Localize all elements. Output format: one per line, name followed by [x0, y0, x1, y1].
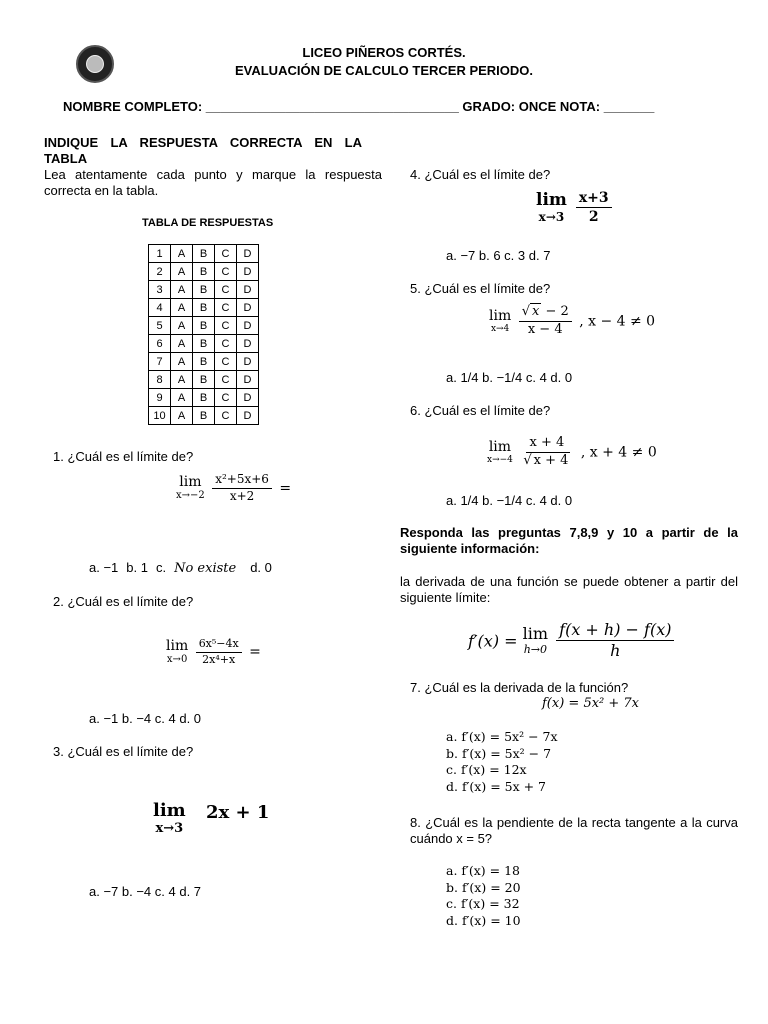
q7-option-c: c. f′(x) = 12x: [446, 762, 527, 777]
answer-option-cell: D: [237, 353, 259, 371]
q7-option-d: d. f′(x) = 5x + 7: [446, 778, 547, 794]
q1-options: a. −1 b. 1 c. No existe d. 0: [89, 560, 272, 576]
answer-row: [149, 263, 259, 281]
answer-option-cell: B: [193, 371, 215, 389]
answer-option-cell: B: [193, 299, 215, 317]
answer-option-cell: B: [193, 407, 215, 425]
answer-row-number: 4: [149, 299, 171, 317]
derivative-definition-formula: f′(x) = lim h→0 $\frac{f(x + h) - f(x)}{h}$: [468, 621, 677, 661]
q2-options: a. −1 b. −4 c. 4 d. 0: [89, 711, 202, 726]
answer-option-cell: D: [237, 389, 259, 407]
q1-prompt: 1. ¿Cuál es el límite de?: [53, 449, 194, 464]
q6-prompt: 6. ¿Cuál es el límite de?: [410, 403, 551, 418]
answer-row: [149, 371, 259, 389]
answer-option-cell: A: [171, 407, 193, 425]
answer-row: [149, 281, 259, 299]
answer-option-cell: A: [171, 245, 193, 263]
answer-option-cell: A: [171, 335, 193, 353]
answer-option-cell: B: [193, 317, 215, 335]
q6-formula: lim x→−4 $\frac{x + 4}{√ x + 4}$ , x + 4 ≠ 0: [487, 435, 657, 468]
q3-options: a. −7 b. −4 c. 4 d. 7: [89, 884, 202, 899]
answer-option-cell: A: [171, 371, 193, 389]
answer-option-cell: D: [237, 371, 259, 389]
answer-option-cell: C: [215, 407, 237, 425]
answer-row-number: 2: [149, 263, 171, 281]
q8-options: [446, 863, 521, 929]
answer-option-cell: C: [215, 371, 237, 389]
answer-option-cell: A: [171, 281, 193, 299]
answer-option-cell: C: [215, 245, 237, 263]
answer-row: [149, 389, 259, 407]
answer-option-cell: B: [193, 245, 215, 263]
exam-title: EVALUACIÓN DE CALCULO TERCER PERIODO.: [234, 63, 534, 78]
instructions-heading: INDIQUE LA RESPUESTA CORRECTA EN LA TABLA: [44, 135, 362, 166]
answer-option-cell: C: [215, 281, 237, 299]
answer-option-cell: D: [237, 407, 259, 425]
answer-table-title: TABLA DE RESPUESTAS: [142, 217, 274, 229]
q4-options: a. −7 b. 6 c. 3 d. 7: [446, 248, 551, 263]
q2-formula: lim x→0 $\frac{\text{6x⁵−4x}}{\text{2x⁴+x}}$ =: [166, 637, 261, 666]
q6-options: a. 1/4 b. −1/4 c. 4 d. 0: [446, 493, 573, 508]
answer-option-cell: A: [171, 299, 193, 317]
answer-table: [148, 244, 259, 425]
answer-option-cell: D: [237, 335, 259, 353]
q7-prompt: 7. ¿Cuál es la derivada de la función?: [410, 680, 629, 695]
answer-row-number: 7: [149, 353, 171, 371]
q7-option-a: a. f′(x) = 5x² − 7x: [446, 729, 558, 744]
answer-option-cell: B: [193, 389, 215, 407]
answer-row-number: 8: [149, 371, 171, 389]
q8-prompt: 8. ¿Cuál es la pendiente de la recta tangente a la curva cuándo x = 5?: [410, 815, 738, 846]
q7-function: f(x) = 5x² + 7x: [542, 696, 640, 711]
answer-option-cell: C: [215, 317, 237, 335]
answer-option-cell: D: [237, 317, 259, 335]
answer-option-cell: B: [193, 281, 215, 299]
answer-option-cell: C: [215, 335, 237, 353]
answer-option-cell: C: [215, 389, 237, 407]
answer-row-number: 6: [149, 335, 171, 353]
q5-prompt: 5. ¿Cuál es el límite de?: [410, 281, 551, 296]
answer-option-cell: D: [237, 245, 259, 263]
instructions-text: Lea atentamente cada punto y marque la respuesta correcta en la tabla.: [44, 167, 382, 198]
answer-option-cell: B: [193, 263, 215, 281]
answer-option-cell: C: [215, 263, 237, 281]
answer-row-number: 10: [149, 407, 171, 425]
answer-row-number: 5: [149, 317, 171, 335]
answer-option-cell: A: [171, 389, 193, 407]
answer-option-cell: A: [171, 263, 193, 281]
answer-option-cell: B: [193, 335, 215, 353]
answer-option-cell: D: [237, 281, 259, 299]
answer-row: [149, 245, 259, 263]
info-text: la derivada de una función se puede obtener a partir del siguiente límite:: [400, 574, 738, 605]
q4-formula: lim x→3 $\frac{x+3}{2}$: [536, 190, 615, 225]
answer-option-cell: A: [171, 353, 193, 371]
q5-formula: lim x→4 $\frac{√ x - 2}{x - 4}$ , x − 4 ≠ 0: [489, 304, 656, 337]
school-name: LICEO PIÑEROS CORTÉS.: [302, 45, 466, 60]
q8-option-d: d. f′(x) = 10: [446, 912, 521, 928]
answer-option-cell: C: [215, 299, 237, 317]
answer-option-cell: A: [171, 317, 193, 335]
q7-options: [446, 729, 558, 795]
q3-formula: lim x→3 2x + 1: [153, 800, 270, 836]
q8-option-a: a. f′(x) = 18: [446, 863, 520, 878]
answer-row: [149, 317, 259, 335]
q8-option-c: c. f′(x) = 32: [446, 896, 520, 911]
q4-prompt: 4. ¿Cuál es el límite de?: [410, 167, 551, 182]
answer-row: [149, 353, 259, 371]
answer-row: [149, 407, 259, 425]
student-info-line: NOMBRE COMPLETO: ___________________________________ GRADO: ONCE NOTA: _______: [63, 99, 655, 114]
answer-row-number: 9: [149, 389, 171, 407]
q8-option-b: b. f′(x) = 20: [446, 879, 521, 895]
q2-prompt: 2. ¿Cuál es el límite de?: [53, 594, 194, 609]
info-heading: Responda las preguntas 7,8,9 y 10 a partir de la siguiente información:: [400, 525, 738, 556]
answer-row-number: 3: [149, 281, 171, 299]
q3-prompt: 3. ¿Cuál es el límite de?: [53, 744, 194, 759]
q5-options: a. 1/4 b. −1/4 c. 4 d. 0: [446, 370, 573, 385]
q1-formula: lim x→−2 $\frac{\text{x²+5x+6}}{x+2}$ =: [176, 472, 292, 503]
answer-option-cell: B: [193, 353, 215, 371]
q7-option-b: b. f′(x) = 5x² − 7: [446, 745, 552, 761]
answer-row: [149, 335, 259, 353]
answer-option-cell: D: [237, 263, 259, 281]
answer-option-cell: D: [237, 299, 259, 317]
answer-row-number: 1: [149, 245, 171, 263]
answer-option-cell: C: [215, 353, 237, 371]
answer-row: [149, 299, 259, 317]
